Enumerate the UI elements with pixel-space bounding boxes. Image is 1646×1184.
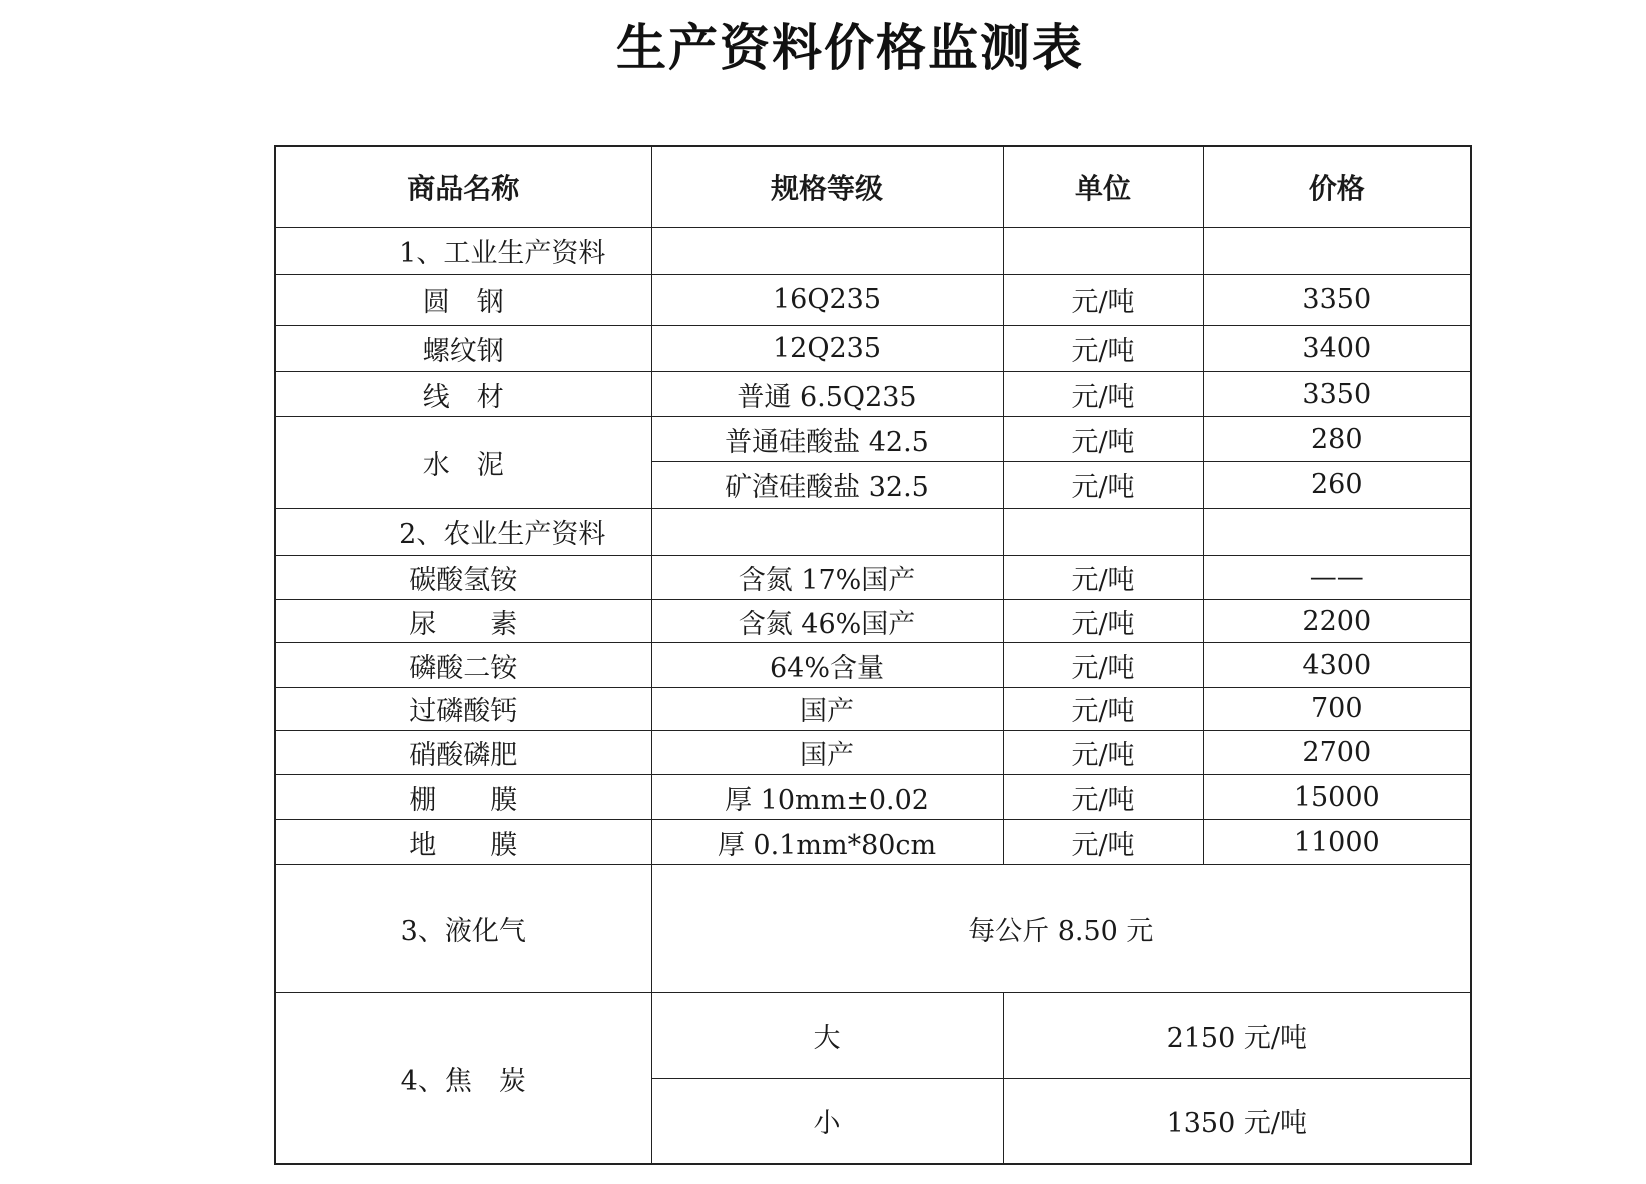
product-name: 圆 钢 — [275, 274, 651, 325]
table-row — [275, 775, 1471, 820]
empty-cell — [1003, 508, 1203, 555]
product-spec: 厚 10mm±0.02 — [651, 775, 1003, 820]
product-name: 棚 膜 — [275, 775, 651, 820]
product-spec: 普通 6.5Q235 — [651, 372, 1003, 417]
product-price: 11000 — [1203, 820, 1471, 865]
header-unit: 单位 — [1003, 146, 1203, 227]
header-spec: 规格等级 — [651, 146, 1003, 227]
section-label-agricultural: 2、农业生产资料 — [275, 508, 651, 555]
product-name: 过磷酸钙 — [275, 687, 651, 730]
section-row-lpg — [275, 865, 1471, 993]
coke-size: 小 — [651, 1078, 1003, 1164]
product-spec: 含氮 46%国产 — [651, 600, 1003, 643]
product-price: 3350 — [1203, 372, 1471, 417]
product-unit: 元/吨 — [1003, 274, 1203, 325]
product-price: 280 — [1203, 417, 1471, 462]
product-spec: 矿渣硅酸盐 32.5 — [651, 462, 1003, 509]
product-unit: 元/吨 — [1003, 730, 1203, 775]
header-name: 商品名称 — [275, 146, 651, 227]
section-label-coke: 4、焦 炭 — [275, 993, 651, 1164]
empty-cell — [1203, 227, 1471, 274]
coke-size: 大 — [651, 993, 1003, 1079]
table-row-cement — [275, 417, 1471, 462]
product-price: 3350 — [1203, 274, 1471, 325]
section-row-agricultural — [275, 508, 1471, 555]
product-price: 3400 — [1203, 325, 1471, 372]
product-spec: 普通硅酸盐 42.5 — [651, 417, 1003, 462]
empty-cell — [1003, 227, 1203, 274]
lpg-price-value: 每公斤 8.50 元 — [651, 865, 1471, 993]
table-row — [275, 820, 1471, 865]
product-name: 线 材 — [275, 372, 651, 417]
product-name-cement: 水 泥 — [275, 417, 651, 509]
product-name: 碳酸氢铵 — [275, 555, 651, 600]
page-title: 生产资料价格监测表 — [616, 19, 1084, 77]
empty-cell — [651, 508, 1003, 555]
product-unit: 元/吨 — [1003, 325, 1203, 372]
product-unit: 元/吨 — [1003, 600, 1203, 643]
product-name: 地 膜 — [275, 820, 651, 865]
product-unit: 元/吨 — [1003, 775, 1203, 820]
product-unit: 元/吨 — [1003, 820, 1203, 865]
product-price: 260 — [1203, 462, 1471, 509]
product-name: 螺纹钢 — [275, 325, 651, 372]
product-price: 4300 — [1203, 643, 1471, 688]
empty-cell — [1203, 508, 1471, 555]
table-header-row — [275, 146, 1471, 227]
section-row-industrial — [275, 227, 1471, 274]
product-spec: 64%含量 — [651, 643, 1003, 688]
product-price: 2700 — [1203, 730, 1471, 775]
product-unit: 元/吨 — [1003, 372, 1203, 417]
header-price: 价格 — [1203, 146, 1471, 227]
table-row — [275, 730, 1471, 775]
coke-price: 2150 元/吨 — [1003, 993, 1471, 1079]
product-unit: 元/吨 — [1003, 643, 1203, 688]
table-row — [275, 372, 1471, 417]
table-row — [275, 643, 1471, 688]
product-spec: 16Q235 — [651, 274, 1003, 325]
product-name: 磷酸二铵 — [275, 643, 651, 688]
product-unit: 元/吨 — [1003, 555, 1203, 600]
product-unit: 元/吨 — [1003, 417, 1203, 462]
product-unit: 元/吨 — [1003, 462, 1203, 509]
product-name: 硝酸磷肥 — [275, 730, 651, 775]
product-spec: 国产 — [651, 730, 1003, 775]
product-unit: 元/吨 — [1003, 687, 1203, 730]
product-spec: 厚 0.1mm*80cm — [651, 820, 1003, 865]
section-label-industrial: 1、工业生产资料 — [275, 227, 651, 274]
product-spec: 含氮 17%国产 — [651, 555, 1003, 600]
product-price: 700 — [1203, 687, 1471, 730]
table-row — [275, 274, 1471, 325]
product-price: 15000 — [1203, 775, 1471, 820]
product-spec: 国产 — [651, 687, 1003, 730]
table-row — [275, 325, 1471, 372]
table-row — [275, 687, 1471, 730]
table-row-coke — [275, 993, 1471, 1079]
table-row — [275, 600, 1471, 643]
product-price: —— — [1203, 555, 1471, 600]
price-monitoring-table — [274, 145, 1472, 1165]
product-name: 尿 素 — [275, 600, 651, 643]
coke-price: 1350 元/吨 — [1003, 1078, 1471, 1164]
table-row — [275, 555, 1471, 600]
section-label-lpg: 3、液化气 — [275, 865, 651, 993]
product-spec: 12Q235 — [651, 325, 1003, 372]
empty-cell — [651, 227, 1003, 274]
product-price: 2200 — [1203, 600, 1471, 643]
